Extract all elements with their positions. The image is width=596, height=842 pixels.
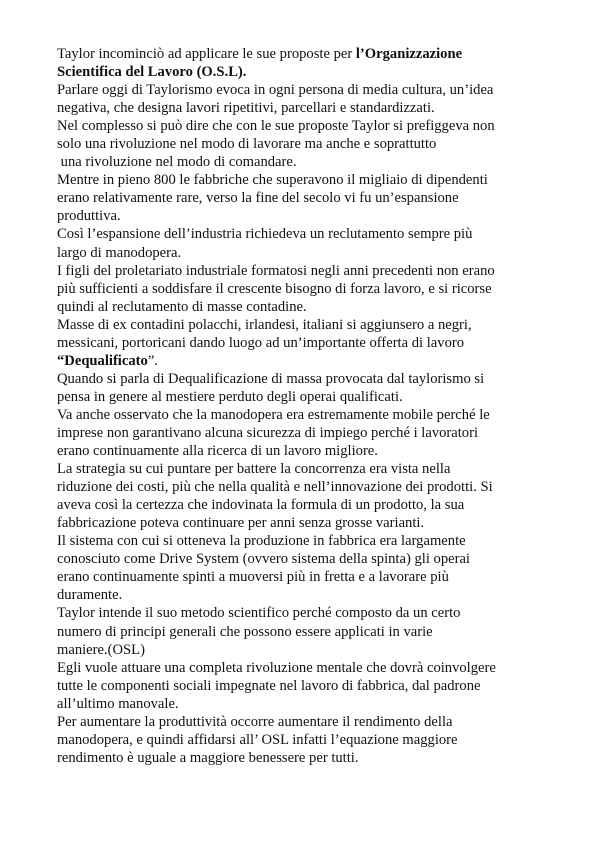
text-line — [57, 731, 543, 749]
body-text: Così l’espansione dell’industria richiedeva un reclutamento sempre più — [57, 226, 473, 243]
text-line — [57, 117, 543, 135]
body-text: largo di manodopera. — [57, 244, 182, 261]
text-line — [57, 424, 543, 442]
text-line — [57, 695, 543, 713]
text-line — [57, 713, 543, 731]
bold-text: “Dequalificato — [57, 352, 148, 369]
body-text: La strategia su cui puntare per battere la concorrenza era vista nella — [57, 461, 451, 478]
text-line — [57, 316, 543, 334]
text-line — [57, 352, 543, 370]
text-line — [57, 641, 543, 659]
body-text: pensa in genere al mestiere perduto degli operai qualificati. — [57, 388, 403, 405]
body-text: solo una rivoluzione nel modo di lavorare ma anche e soprattutto — [57, 136, 437, 153]
text-line — [57, 514, 543, 532]
text-line — [57, 298, 543, 316]
body-text: quindi al reclutamento di masse contadine. — [57, 298, 307, 315]
bold-text: l’Organizzazione — [355, 46, 463, 62]
text-line — [57, 623, 543, 641]
body-text: Parlare oggi di Taylorismo evoca in ogni persona di media cultura, un’idea — [57, 82, 494, 99]
body-text: conosciuto come Drive System (ovvero sistema della spinta) gli operai — [57, 551, 470, 568]
body-text: tutte le componenti sociali impegnate nel lavoro di fabbrica, dal padrone — [57, 677, 481, 694]
body-text: Va anche osservato che la manodopera era estremamente mobile perché le — [57, 406, 490, 423]
body-text: una rivoluzione nel modo di comandare. — [57, 154, 297, 171]
body-text: fabbricazione poteva continuare per anni senza grosse varianti. — [57, 515, 425, 532]
body-text: duramente. — [57, 587, 123, 604]
text-line — [57, 442, 543, 460]
text-line — [57, 677, 543, 695]
body-text: Nel complesso si può dire che con le sue proposte Taylor si prefiggeva non — [57, 118, 495, 135]
body-text: I figli del proletariato industriale formatosi negli anni precedenti non erano — [57, 262, 495, 279]
body-text: produttiva. — [57, 208, 121, 225]
text-line — [57, 586, 543, 604]
body-text: erano relativamente rare, verso la fine del secolo vi fu un’espansione — [57, 190, 459, 207]
body-text: Il sistema con cui si otteneva la produzione in fabbrica era largamente — [57, 533, 466, 550]
text-line — [57, 460, 543, 478]
text-line — [57, 45, 543, 63]
body-text: messicani, portoricani dando luogo ad un’importante offerta di lavoro — [57, 334, 465, 351]
body-text: erano continuamente spinti a muoversi più in fretta e a lavorare più — [57, 569, 449, 586]
text-line — [57, 568, 543, 586]
body-text: Egli vuole attuare una completa rivoluzione mentale che dovrà coinvolgere — [57, 659, 496, 676]
text-line — [57, 478, 543, 496]
body-text: ”. — [147, 352, 158, 369]
document-page — [57, 45, 543, 767]
body-text: all’ultimo manovale. — [57, 695, 179, 712]
text-line — [57, 604, 543, 622]
text-line — [57, 550, 543, 568]
body-text: maniere.(OSL) — [57, 641, 145, 658]
text-line — [57, 262, 543, 280]
text-line — [57, 81, 543, 99]
body-text: Mentre in pieno 800 le fabbriche che superavono il migliaio di dipendenti — [57, 172, 488, 189]
text-line — [57, 532, 543, 550]
body-text: Per aumentare la produttività occorre aumentare il rendimento della — [57, 713, 453, 730]
bold-text: Scientifica del Lavoro (O.S.L). — [57, 64, 247, 81]
text-line — [57, 388, 543, 406]
text-line — [57, 189, 543, 207]
body-text: Quando si parla di Dequalificazione di massa provocata dal taylorismo si — [57, 370, 485, 387]
body-text: manodopera, e quindi affidarsi all’ OSL infatti l’equazione maggiore — [57, 731, 458, 748]
body-text: imprese non garantivano alcuna sicurezza di impiego perché i lavoratori — [57, 424, 479, 441]
text-line — [57, 749, 543, 767]
text-line — [57, 99, 543, 117]
body-text: Taylor incominciò ad applicare le sue proposte per — [57, 46, 356, 62]
body-text: riduzione dei costi, più che nella qualità e nell’innovazione dei prodotti. Si — [57, 479, 493, 496]
text-line — [57, 153, 543, 171]
text-line — [57, 135, 543, 153]
body-text: rendimento è uguale a maggiore benessere per tutti. — [57, 749, 359, 766]
text-line — [57, 225, 543, 243]
text-line — [57, 406, 543, 424]
body-text: Taylor intende il suo metodo scientifico perché composto da un certo — [57, 605, 461, 622]
text-line — [57, 171, 543, 189]
body-text: Masse di ex contadini polacchi, irlandesi, italiani si aggiunsero a negri, — [57, 316, 472, 333]
text-line — [57, 280, 543, 298]
text-line — [57, 659, 543, 677]
text-line — [57, 334, 543, 352]
body-text: numero di principi generali che possono essere applicati in varie — [57, 623, 433, 640]
text-line — [57, 244, 543, 262]
text-line — [57, 63, 543, 81]
body-text: erano continuamente alla ricerca di un lavoro migliore. — [57, 443, 378, 460]
body-text: negativa, che designa lavori ripetitivi, parcellari e standardizzati. — [57, 100, 435, 117]
text-line — [57, 207, 543, 225]
text-line — [57, 370, 543, 388]
text-line — [57, 496, 543, 514]
body-text: più sufficienti a soddisfare il crescente bisogno di forza lavoro, e si ricorse — [57, 280, 492, 297]
body-text: aveva così la certezza che indovinata la formula di un prodotto, la sua — [57, 497, 465, 514]
